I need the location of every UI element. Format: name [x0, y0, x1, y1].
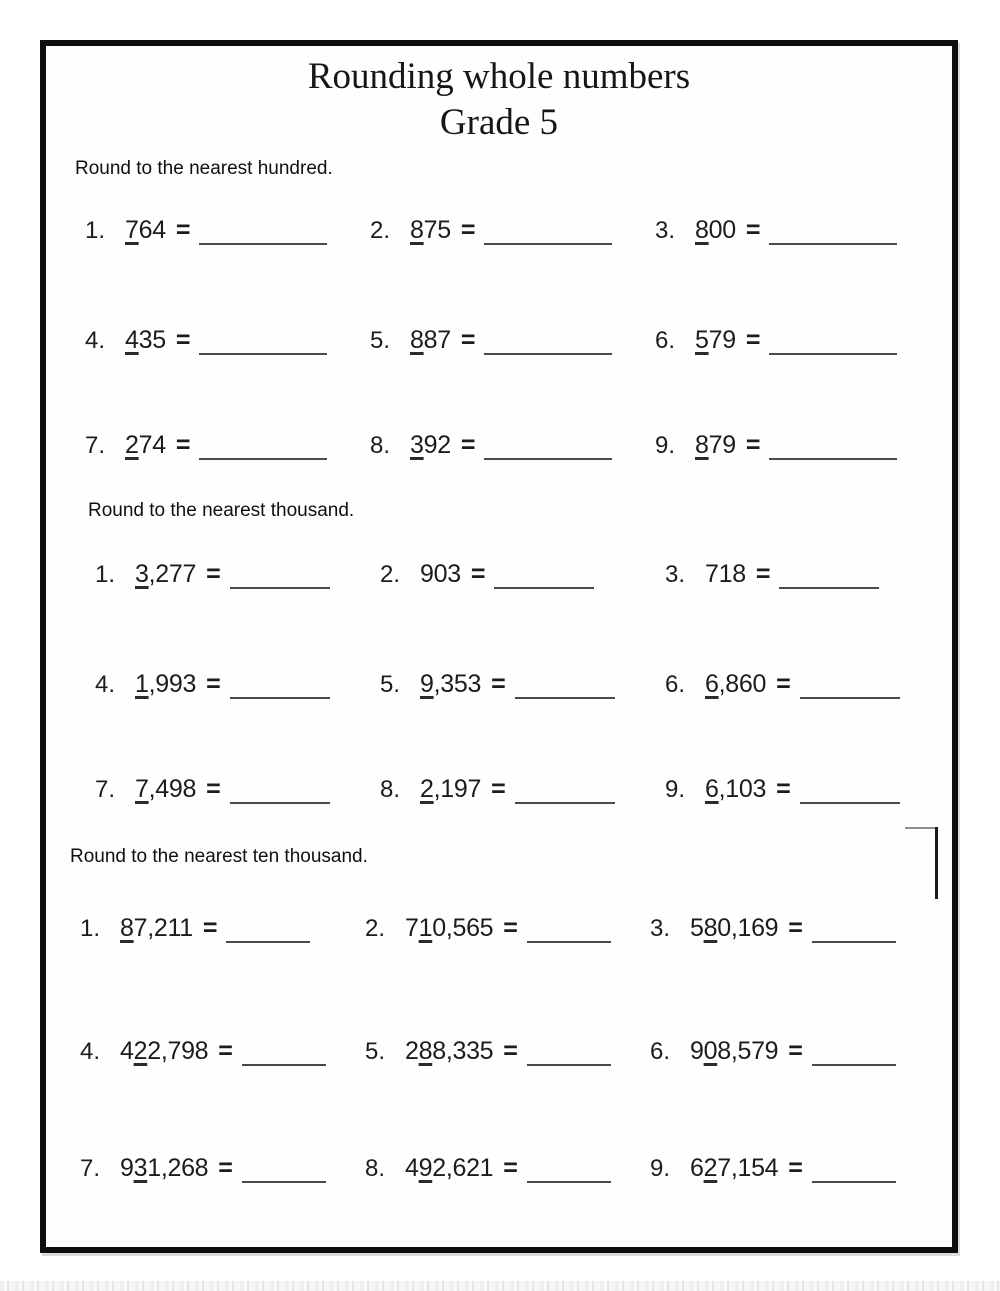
worksheet-page [40, 40, 958, 1253]
underlined-digit: 6 [705, 775, 719, 803]
answer-blank[interactable] [484, 454, 612, 460]
problem-s2-2 [380, 559, 665, 590]
value-post: 7,154 [717, 1154, 779, 1182]
underlined-digit: 9 [420, 670, 434, 698]
answer-blank[interactable] [769, 454, 897, 460]
problem-s1-2 [370, 215, 655, 246]
underlined-digit: 7 [125, 216, 139, 244]
scan-noise-strip [0, 1281, 1000, 1291]
equals-sign: = [491, 670, 506, 698]
equals-sign: = [776, 775, 791, 803]
equals-sign: = [755, 560, 771, 588]
problem-s1-1 [85, 215, 370, 246]
equals-sign: = [503, 1154, 518, 1182]
underlined-digit: 2 [125, 431, 139, 459]
problem-number: 2. [365, 915, 386, 942]
problem-value [695, 215, 736, 245]
section-1-row-2 [85, 325, 940, 356]
answer-blank[interactable] [199, 239, 327, 245]
answer-blank[interactable] [779, 583, 879, 589]
scan-corner-mark-vertical [935, 827, 938, 899]
value-post: 92 [423, 431, 451, 459]
equals-sign: = [202, 914, 218, 942]
scan-corner-mark-horizontal [905, 827, 938, 829]
value-post: 1,268 [147, 1154, 209, 1182]
value-post: 00 [708, 216, 736, 244]
equals-sign: = [206, 775, 221, 803]
underlined-digit: 0 [703, 1037, 718, 1065]
problem-value [120, 913, 193, 943]
value-pre: 9 [120, 1154, 134, 1182]
problem-number: 6. [655, 327, 676, 354]
worksheet-subtitle: Grade 5 [439, 102, 559, 143]
answer-blank[interactable] [812, 937, 896, 943]
section-2-instruction: Round to the nearest thousand. [88, 500, 355, 521]
problem-value [405, 1036, 493, 1066]
underlined-digit: 7 [135, 775, 149, 803]
value-pre: 5 [690, 914, 704, 942]
problem-number: 3. [655, 217, 676, 244]
value-post: 0,169 [717, 914, 779, 942]
problem-value [690, 1153, 778, 1183]
section-3-row-1 [80, 913, 935, 944]
problem-s3-5 [365, 1036, 650, 1067]
problem-value [410, 325, 451, 355]
problem-value [705, 559, 746, 589]
problem-number: 1. [95, 561, 116, 588]
value-post: 8,579 [717, 1037, 779, 1065]
problem-s3-3 [650, 913, 935, 944]
answer-blank[interactable] [527, 1060, 611, 1066]
problem-s3-9 [650, 1153, 935, 1184]
equals-sign: = [745, 216, 761, 244]
equals-sign: = [503, 914, 518, 942]
value-pre: 4 [405, 1154, 419, 1182]
section-1-row-1 [85, 215, 940, 246]
value-pre: 4 [120, 1037, 134, 1065]
value-post: ,103 [718, 775, 767, 803]
section-1-instruction: Round to the nearest hundred. [75, 158, 333, 179]
value-post: 2,798 [147, 1037, 209, 1065]
problem-value [420, 669, 481, 699]
problem-s1-7 [85, 430, 370, 461]
problem-value [405, 1153, 493, 1183]
underlined-digit: 5 [695, 326, 709, 354]
problem-s1-8 [370, 430, 655, 461]
problem-number: 8. [380, 776, 401, 803]
equals-sign: = [460, 326, 476, 354]
problem-value [135, 669, 196, 699]
problem-number: 7. [95, 776, 116, 803]
equals-sign: = [491, 775, 506, 803]
value-post: ,498 [148, 775, 197, 803]
section-3-row-3 [80, 1153, 935, 1184]
problem-number: 5. [380, 671, 401, 698]
problem-value [690, 913, 778, 943]
problem-number: 4. [95, 671, 116, 698]
problem-number: 4. [80, 1038, 101, 1065]
problem-value [125, 430, 166, 460]
equals-sign: = [460, 431, 476, 459]
answer-blank[interactable] [515, 693, 615, 699]
problem-value [120, 1036, 208, 1066]
value-post: ,353 [433, 670, 482, 698]
equals-sign: = [776, 670, 791, 698]
problem-value [410, 215, 451, 245]
problem-s2-7 [95, 774, 380, 805]
equals-sign: = [788, 1154, 803, 1182]
value-pre: 718 [705, 560, 746, 588]
problem-number: 9. [650, 1155, 671, 1182]
underlined-digit: 8 [695, 431, 709, 459]
equals-sign: = [503, 1037, 518, 1065]
problem-s3-7 [80, 1153, 365, 1184]
problem-number: 1. [85, 217, 106, 244]
equals-sign: = [175, 216, 191, 244]
underlined-digit: 8 [120, 914, 134, 942]
section-2-row-1 [95, 559, 950, 590]
answer-blank[interactable] [494, 583, 594, 589]
problem-value [405, 913, 493, 943]
underlined-digit: 1 [418, 914, 433, 942]
problem-s1-3 [655, 215, 940, 246]
underlined-digit: 6 [705, 670, 719, 698]
value-post: 74 [138, 431, 166, 459]
answer-blank[interactable] [812, 1060, 896, 1066]
value-post: 0,565 [432, 914, 494, 942]
problem-s3-6 [650, 1036, 935, 1067]
equals-sign: = [218, 1037, 233, 1065]
problem-value [695, 430, 736, 460]
problem-number: 6. [665, 671, 686, 698]
value-pre: 903 [420, 560, 461, 588]
section-3-instruction: Round to the nearest ten thousand. [70, 846, 368, 867]
value-post: 79 [708, 431, 736, 459]
underlined-digit: 3 [410, 431, 424, 459]
section-3-row-2 [80, 1036, 935, 1067]
problem-s2-5 [380, 669, 665, 700]
problem-s3-8 [365, 1153, 650, 1184]
value-pre: 6 [690, 1154, 704, 1182]
value-post: 79 [708, 326, 736, 354]
problem-value [125, 325, 166, 355]
equals-sign: = [460, 216, 476, 244]
value-post: ,197 [433, 775, 482, 803]
answer-blank[interactable] [230, 693, 330, 699]
problem-value [420, 774, 481, 804]
answer-blank[interactable] [230, 798, 330, 804]
problem-s1-9 [655, 430, 940, 461]
problem-number: 8. [365, 1155, 386, 1182]
problem-s2-4 [95, 669, 380, 700]
problem-number: 7. [85, 432, 106, 459]
problem-s2-6 [665, 669, 950, 700]
equals-sign: = [175, 326, 191, 354]
answer-blank[interactable] [230, 583, 330, 589]
section-2-row-3 [95, 774, 950, 805]
underlined-digit: 8 [410, 216, 424, 244]
value-post: 35 [138, 326, 166, 354]
problem-value [690, 1036, 778, 1066]
problem-number: 2. [370, 217, 391, 244]
section-2-row-2 [95, 669, 950, 700]
answer-blank[interactable] [800, 693, 900, 699]
value-post: ,993 [148, 670, 197, 698]
problem-number: 7. [80, 1155, 101, 1182]
problem-value [695, 325, 736, 355]
problem-number: 5. [370, 327, 391, 354]
answer-blank[interactable] [769, 239, 897, 245]
value-post: 2,621 [432, 1154, 494, 1182]
equals-sign: = [175, 431, 191, 459]
section-1-row-3 [85, 430, 940, 461]
value-pre: 7 [405, 914, 419, 942]
value-post: ,860 [718, 670, 767, 698]
problem-value [125, 215, 166, 245]
problem-number: 3. [650, 915, 671, 942]
underlined-digit: 8 [703, 914, 718, 942]
underlined-digit: 4 [125, 326, 139, 354]
problem-number: 1. [80, 915, 101, 942]
equals-sign: = [745, 431, 761, 459]
answer-blank[interactable] [527, 937, 611, 943]
problem-value [135, 774, 196, 804]
problem-s3-2 [365, 913, 650, 944]
underlined-digit: 8 [695, 216, 709, 244]
problem-s2-1 [95, 559, 380, 590]
answer-blank[interactable] [800, 798, 900, 804]
problem-s2-9 [665, 774, 950, 805]
equals-sign: = [206, 670, 221, 698]
problem-s1-4 [85, 325, 370, 356]
problem-s3-1 [80, 913, 365, 944]
problem-number: 8. [370, 432, 391, 459]
problem-number: 2. [380, 561, 401, 588]
equals-sign: = [788, 1037, 803, 1065]
underlined-digit: 1 [135, 670, 149, 698]
value-post: 8,335 [432, 1037, 494, 1065]
value-post: 75 [423, 216, 451, 244]
problem-s3-4 [80, 1036, 365, 1067]
problem-value [410, 430, 451, 460]
underlined-digit: 2 [420, 775, 434, 803]
equals-sign: = [745, 326, 761, 354]
problem-number: 6. [650, 1038, 671, 1065]
answer-blank[interactable] [515, 798, 615, 804]
underlined-digit: 3 [135, 560, 149, 588]
answer-blank[interactable] [527, 1177, 611, 1183]
problem-s2-3 [665, 559, 950, 590]
problem-number: 9. [655, 432, 676, 459]
answer-blank[interactable] [242, 1177, 326, 1183]
problem-value [420, 559, 461, 589]
problem-value [705, 774, 766, 804]
value-post: ,277 [148, 560, 197, 588]
value-pre: 9 [690, 1037, 704, 1065]
problem-s1-5 [370, 325, 655, 356]
problem-s2-8 [380, 774, 665, 805]
value-pre: 2 [405, 1037, 419, 1065]
value-post: 7,211 [133, 914, 193, 942]
worksheet-title: Rounding whole numbers [307, 56, 691, 97]
equals-sign: = [470, 560, 486, 588]
answer-blank[interactable] [484, 349, 612, 355]
answer-blank[interactable] [226, 937, 310, 943]
underlined-digit: 8 [418, 1037, 433, 1065]
problem-number: 4. [85, 327, 106, 354]
answer-blank[interactable] [199, 454, 327, 460]
answer-blank[interactable] [812, 1177, 896, 1183]
problem-number: 5. [365, 1038, 386, 1065]
value-post: 64 [138, 216, 166, 244]
answer-blank[interactable] [242, 1060, 326, 1066]
equals-sign: = [788, 914, 803, 942]
equals-sign: = [206, 560, 221, 588]
problem-number: 9. [665, 776, 686, 803]
value-post: 87 [423, 326, 451, 354]
problem-value [705, 669, 766, 699]
problem-value [120, 1153, 208, 1183]
answer-blank[interactable] [769, 349, 897, 355]
underlined-digit: 8 [410, 326, 424, 354]
problem-number: 3. [665, 561, 686, 588]
problem-value [135, 559, 196, 589]
answer-blank[interactable] [484, 239, 612, 245]
answer-blank[interactable] [199, 349, 327, 355]
underlined-digit: 9 [418, 1154, 433, 1182]
underlined-digit: 3 [133, 1154, 148, 1182]
equals-sign: = [218, 1154, 233, 1182]
problem-s1-6 [655, 325, 940, 356]
underlined-digit: 2 [133, 1037, 148, 1065]
underlined-digit: 2 [703, 1154, 718, 1182]
